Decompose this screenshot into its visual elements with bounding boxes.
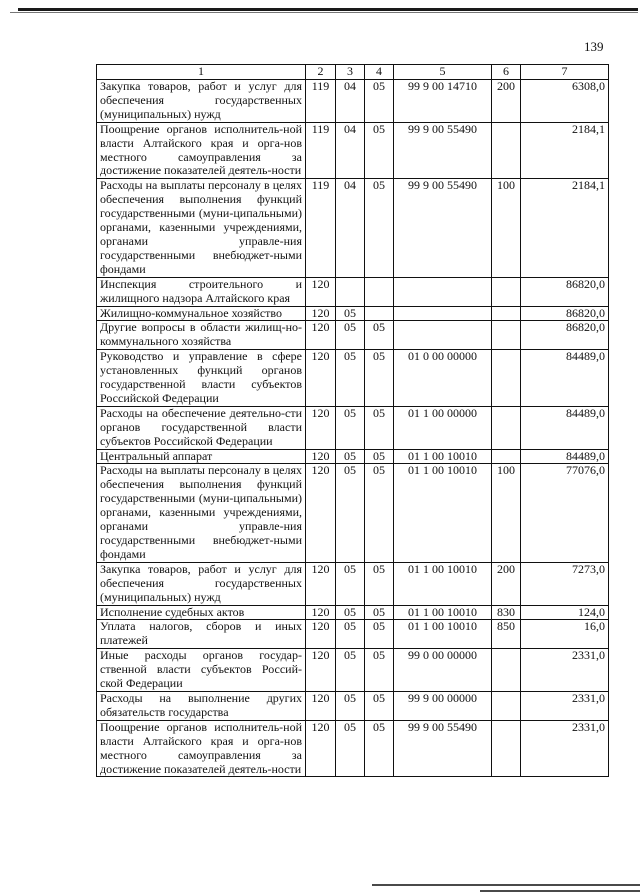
ministry-code-cell: 120 (306, 691, 336, 720)
section-code-cell: 05 (336, 464, 365, 562)
ministry-code-cell: 120 (306, 720, 336, 777)
amount-cell: 2184,1 (521, 179, 609, 277)
target-article-cell: 01 1 00 10010 (394, 449, 492, 464)
table-row (97, 179, 609, 277)
amount-cell: 2331,0 (521, 649, 609, 692)
target-article-cell: 01 1 00 10010 (394, 620, 492, 649)
target-article-cell: 99 9 00 55490 (394, 720, 492, 777)
section-code-cell: 05 (336, 720, 365, 777)
amount-cell: 6308,0 (521, 80, 609, 123)
target-article-cell (394, 321, 492, 350)
ministry-code-cell: 120 (306, 449, 336, 464)
ministry-code-cell: 119 (306, 80, 336, 123)
target-article-cell: 01 1 00 10010 (394, 605, 492, 620)
subsection-code-cell: 05 (365, 464, 394, 562)
expense-type-cell (492, 691, 521, 720)
row-name-cell: Поощрение органов исполнитель-ной власти Алтайского края и орга-нов местного самоуправления за достижение показателей деятель-ности (97, 720, 306, 777)
target-article-cell: 01 0 00 00000 (394, 350, 492, 407)
column-header: 1 (97, 65, 306, 80)
row-name-cell: Иные расходы органов государ-ственной власти субъектов Россий-ской Федерации (97, 649, 306, 692)
section-code-cell: 05 (336, 691, 365, 720)
ministry-code-cell: 120 (306, 321, 336, 350)
row-name-cell: Закупка товаров, работ и услуг для обеспечения государственных (муниципальных) нужд (97, 80, 306, 123)
row-name-cell: Руководство и управление в сфере установленных функций органов государственной власти субъектов Российской Федерации (97, 350, 306, 407)
section-code-cell: 05 (336, 406, 365, 449)
expense-type-cell (492, 406, 521, 449)
scan-edge-shadow (10, 12, 638, 13)
expense-type-cell: 100 (492, 179, 521, 277)
target-article-cell: 99 9 00 55490 (394, 179, 492, 277)
section-code-cell: 05 (336, 649, 365, 692)
target-article-cell: 99 0 00 00000 (394, 649, 492, 692)
ministry-code-cell: 120 (306, 306, 336, 321)
budget-table (96, 64, 609, 777)
row-name-cell: Жилищно-коммунальное хозяйство (97, 306, 306, 321)
amount-cell: 86820,0 (521, 277, 609, 306)
target-article-cell (394, 306, 492, 321)
amount-cell: 16,0 (521, 620, 609, 649)
subsection-code-cell: 05 (365, 321, 394, 350)
expense-type-cell: 100 (492, 464, 521, 562)
target-article-cell (394, 277, 492, 306)
amount-cell: 86820,0 (521, 321, 609, 350)
column-header: 5 (394, 65, 492, 80)
target-article-cell: 01 1 00 10010 (394, 562, 492, 605)
amount-cell: 84489,0 (521, 350, 609, 407)
amount-cell: 86820,0 (521, 306, 609, 321)
table-row (97, 449, 609, 464)
expense-type-cell (492, 649, 521, 692)
ministry-code-cell: 119 (306, 179, 336, 277)
expense-type-cell (492, 321, 521, 350)
table-row (97, 720, 609, 777)
column-header: 4 (365, 65, 394, 80)
ministry-code-cell: 120 (306, 406, 336, 449)
table-row (97, 464, 609, 562)
expense-type-cell (492, 449, 521, 464)
ministry-code-cell: 120 (306, 350, 336, 407)
column-header: 7 (521, 65, 609, 80)
amount-cell: 2331,0 (521, 691, 609, 720)
section-code-cell (336, 277, 365, 306)
subsection-code-cell: 05 (365, 122, 394, 179)
expense-type-cell: 200 (492, 562, 521, 605)
expense-type-cell: 200 (492, 80, 521, 123)
table-row (97, 620, 609, 649)
table-row (97, 691, 609, 720)
expense-type-cell: 850 (492, 620, 521, 649)
section-code-cell: 04 (336, 80, 365, 123)
row-name-cell: Расходы на обеспечение деятельно-сти органов государственной власти субъектов Российской Федерации (97, 406, 306, 449)
ministry-code-cell: 120 (306, 649, 336, 692)
amount-cell: 2184,1 (521, 122, 609, 179)
table-row (97, 350, 609, 407)
section-code-cell: 05 (336, 321, 365, 350)
row-name-cell: Уплата налогов, сборов и иных платежей (97, 620, 306, 649)
table-row (97, 306, 609, 321)
target-article-cell: 99 9 00 14710 (394, 80, 492, 123)
subsection-code-cell: 05 (365, 691, 394, 720)
row-name-cell: Другие вопросы в области жилищ-но-коммунального хозяйства (97, 321, 306, 350)
table-row (97, 122, 609, 179)
table-row (97, 406, 609, 449)
table-row (97, 649, 609, 692)
row-name-cell: Расходы на выполнение других обязательств государства (97, 691, 306, 720)
subsection-code-cell: 05 (365, 562, 394, 605)
subsection-code-cell (365, 277, 394, 306)
table-row (97, 321, 609, 350)
amount-cell: 7273,0 (521, 562, 609, 605)
section-code-cell: 05 (336, 562, 365, 605)
ministry-code-cell: 120 (306, 562, 336, 605)
column-header: 2 (306, 65, 336, 80)
section-code-cell: 05 (336, 620, 365, 649)
row-name-cell: Исполнение судебных актов (97, 605, 306, 620)
subsection-code-cell: 05 (365, 80, 394, 123)
expense-type-cell (492, 277, 521, 306)
amount-cell: 84489,0 (521, 449, 609, 464)
scan-edge-top (18, 8, 638, 11)
amount-cell: 84489,0 (521, 406, 609, 449)
ministry-code-cell: 120 (306, 620, 336, 649)
target-article-cell: 99 9 00 00000 (394, 691, 492, 720)
scan-edge-bottom (372, 884, 640, 886)
subsection-code-cell (365, 306, 394, 321)
table-row (97, 605, 609, 620)
row-name-cell: Поощрение органов исполнитель-ной власти Алтайского края и орга-нов местного самоуправления за достижение показателей деятель-ности (97, 122, 306, 179)
section-code-cell: 05 (336, 449, 365, 464)
expense-type-cell (492, 720, 521, 777)
subsection-code-cell: 05 (365, 620, 394, 649)
row-name-cell: Расходы на выплаты персоналу в целях обеспечения выполнения функций государственными (муни-ципальными) органами, казенными учреждениями, органами управле-ния государственными внебюджет-ными фондами (97, 179, 306, 277)
table-row (97, 80, 609, 123)
expense-type-cell (492, 306, 521, 321)
expense-type-cell (492, 122, 521, 179)
amount-cell: 2331,0 (521, 720, 609, 777)
subsection-code-cell: 05 (365, 449, 394, 464)
column-header: 3 (336, 65, 365, 80)
subsection-code-cell: 05 (365, 605, 394, 620)
page-number: 139 (584, 39, 604, 54)
scan-edge-bottom (480, 890, 640, 892)
ministry-code-cell: 120 (306, 277, 336, 306)
ministry-code-cell: 119 (306, 122, 336, 179)
table-header-row (97, 65, 609, 80)
amount-cell: 124,0 (521, 605, 609, 620)
table-row (97, 562, 609, 605)
section-code-cell: 05 (336, 605, 365, 620)
row-name-cell: Центральный аппарат (97, 449, 306, 464)
section-code-cell: 04 (336, 179, 365, 277)
target-article-cell: 01 1 00 10010 (394, 464, 492, 562)
subsection-code-cell: 05 (365, 350, 394, 407)
amount-cell: 77076,0 (521, 464, 609, 562)
subsection-code-cell: 05 (365, 720, 394, 777)
table-row (97, 277, 609, 306)
subsection-code-cell: 05 (365, 179, 394, 277)
column-header: 6 (492, 65, 521, 80)
ministry-code-cell: 120 (306, 464, 336, 562)
section-code-cell: 04 (336, 122, 365, 179)
table-body (97, 80, 609, 777)
subsection-code-cell: 05 (365, 406, 394, 449)
section-code-cell: 05 (336, 306, 365, 321)
row-name-cell: Инспекция строительного и жилищного надзора Алтайского края (97, 277, 306, 306)
row-name-cell: Закупка товаров, работ и услуг для обеспечения государственных (муниципальных) нужд (97, 562, 306, 605)
ministry-code-cell: 120 (306, 605, 336, 620)
section-code-cell: 05 (336, 350, 365, 407)
target-article-cell: 99 9 00 55490 (394, 122, 492, 179)
subsection-code-cell: 05 (365, 649, 394, 692)
expense-type-cell: 830 (492, 605, 521, 620)
expense-type-cell (492, 350, 521, 407)
target-article-cell: 01 1 00 00000 (394, 406, 492, 449)
row-name-cell: Расходы на выплаты персоналу в целях обеспечения выполнения функций государственными (муни-ципальными) органами, казенными учреждениями, органами управле-ния государственными внебюджет-ными фондами (97, 464, 306, 562)
